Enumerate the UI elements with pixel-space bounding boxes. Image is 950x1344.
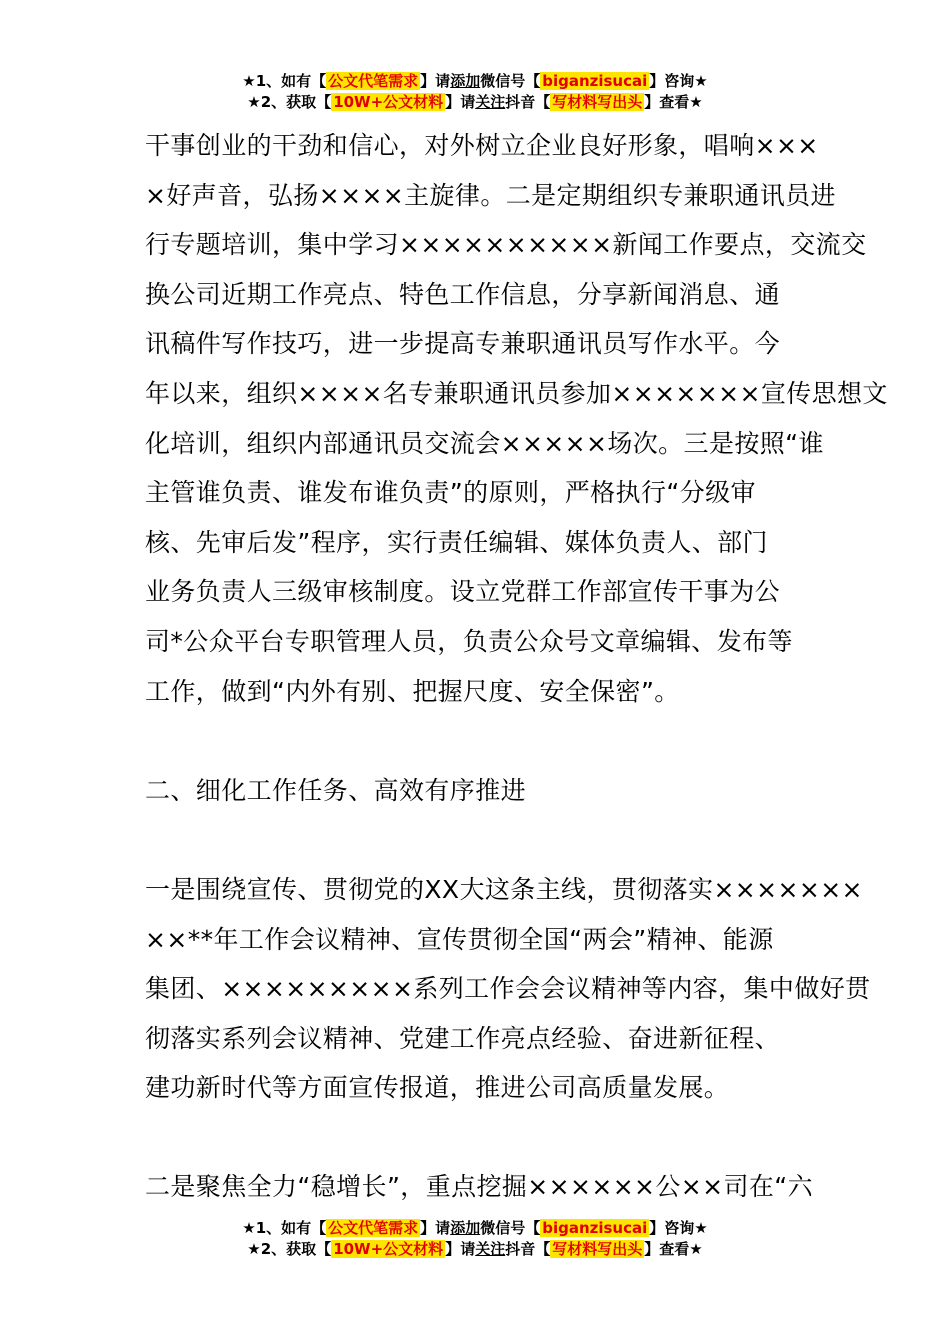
body-line: 年以来，组织××××名专兼职通讯员参加×××××××宣传思想文 <box>145 378 888 408</box>
banner-text: 抖音【 <box>505 93 551 111</box>
body-line: 二是聚焦全力“稳增长”，重点挖掘××××××公××司在“六 <box>145 1172 814 1202</box>
body-line: 讯稿件写作技巧，进一步提高专兼职通讯员写作水平。今 <box>145 329 781 359</box>
section-heading: 二、细化工作任务、高效有序推进 <box>145 775 527 805</box>
body-line: 化培训，组织内部通讯员交流会×××××场次。三是按照“谁 <box>145 428 824 458</box>
banner-text: 抖音【 <box>505 1240 551 1258</box>
body-line: 核、先审后发”程序，实行责任编辑、媒体负责人、部门 <box>145 527 768 557</box>
body-line: ××**年工作会议精神、宣传贯彻全国“两会”精神、能源 <box>145 924 774 954</box>
banner-highlight: 公文代笔需求 <box>328 1219 419 1237</box>
banner-line-1 <box>0 71 950 92</box>
banner-text: 微信号【 <box>480 72 541 90</box>
banner-text: ★1、如有【 <box>242 72 327 90</box>
body-line: 集团、×××××××××系列工作会会议精神等内容，集中做好贯 <box>145 974 871 1004</box>
body-line: 建功新时代等方面宣传报道，推进公司高质量发展。 <box>145 1073 730 1103</box>
banner-emphasis: 关注 <box>475 93 506 111</box>
banner-highlight: 写材料写出头 <box>552 1240 643 1258</box>
banner-text: 】查看★ <box>644 1240 703 1258</box>
banner-emphasis: 关注 <box>475 1240 506 1258</box>
banner-text: 】咨询★ <box>649 1219 708 1237</box>
banner-line-2 <box>0 92 950 113</box>
banner-text: 】请 <box>420 1219 451 1237</box>
body-line: 干事创业的干劲和信心，对外树立企业良好形象，唱响××× <box>145 131 819 160</box>
banner-emphasis: 添加 <box>450 72 481 90</box>
banner-highlight: 写材料写出头 <box>552 93 643 111</box>
body-line: 一是围绕宣传、贯彻党的XX大这条主线，贯彻落实××××××× <box>145 874 863 904</box>
banner-text: 】请 <box>445 1240 476 1258</box>
banner-text: 】咨询★ <box>649 72 708 90</box>
banner-highlight: biganzisucai <box>542 1219 648 1237</box>
banner-text: 】请 <box>445 93 476 111</box>
banner-text: 微信号【 <box>480 1219 541 1237</box>
banner-emphasis: 添加 <box>450 1219 481 1237</box>
banner-text: 】请 <box>420 72 451 90</box>
body-line: 业务负责人三级审核制度。设立党群工作部宣传干事为公 <box>145 577 781 607</box>
body-line: 司*公众平台专职管理人员，负责公众号文章编辑、发布等 <box>145 626 793 656</box>
header-banner <box>0 71 950 113</box>
body-line: 行专题培训，集中学习××××××××××新闻工作要点，交流交 <box>145 230 867 260</box>
banner-highlight: biganzisucai <box>542 72 648 90</box>
body-line: 彻落实系列会议精神、党建工作亮点经验、奋进新征程、 <box>145 1023 781 1053</box>
banner-highlight: 10W+公文材料 <box>333 1240 444 1258</box>
document-body <box>145 121 888 1212</box>
body-line: 主管谁负责、谁发布谁负责”的原则，严格执行“分级审 <box>145 478 756 508</box>
footer-banner <box>0 1218 950 1260</box>
banner-line-2 <box>0 1239 950 1260</box>
banner-highlight: 10W+公文材料 <box>333 93 444 111</box>
banner-line-1 <box>0 1218 950 1239</box>
banner-text: ★2、获取【 <box>247 1240 332 1258</box>
banner-text: 】查看★ <box>644 93 703 111</box>
banner-text: ★1、如有【 <box>242 1219 327 1237</box>
body-line: 换公司近期工作亮点、特色工作信息，分享新闻消息、通 <box>145 279 781 309</box>
body-line: 工作，做到“内外有别、把握尺度、安全保密”。 <box>145 676 680 706</box>
banner-text: ★2、获取【 <box>247 93 332 111</box>
body-line: ×好声音，弘扬××××主旋律。二是定期组织专兼职通讯员进 <box>145 180 836 210</box>
banner-highlight: 公文代笔需求 <box>328 72 419 90</box>
